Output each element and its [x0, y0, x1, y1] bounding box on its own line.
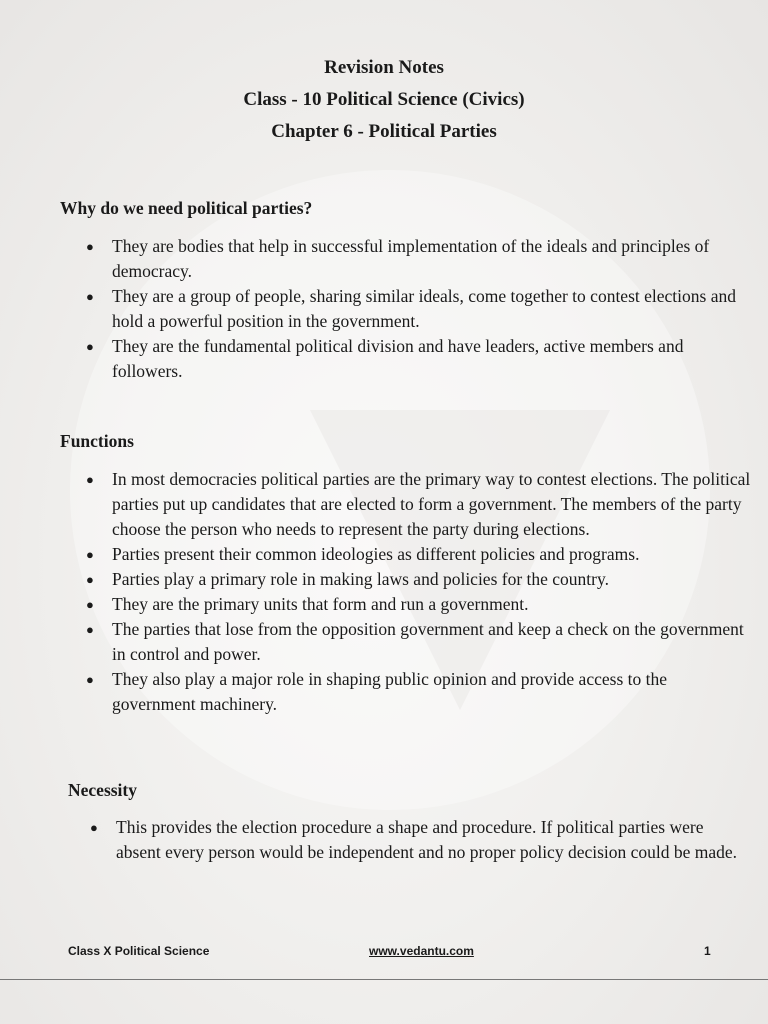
bullet-list-why	[82, 234, 754, 384]
page-number: 1	[704, 944, 711, 958]
list-item: ● They also play a major role in shaping public opinion and provide access to the government machinery.	[82, 667, 754, 717]
footer-divider	[0, 979, 768, 980]
footer-subject: Class X Political Science	[68, 944, 210, 958]
list-item: ● They are bodies that help in successful implementation of the ideals and principles of democracy.	[82, 234, 754, 284]
list-item: ● In most democracies political parties are the primary way to contest elections. The political parties put up candidates that are elected to form a government. The members of the party choose the person who needs to represent the party during elections.	[82, 467, 754, 542]
list-item: ● They are a group of people, sharing similar ideals, come together to contest elections and hold a powerful position in the government.	[82, 284, 754, 334]
class-subtitle: Class - 10 Political Science (Civics)	[243, 89, 525, 110]
document-header	[0, 52, 768, 148]
section-heading-necessity: Necessity	[68, 780, 138, 800]
document-title: Revision Notes	[324, 57, 444, 78]
list-item: ● Parties present their common ideologies as different policies and programs.	[82, 542, 754, 567]
section-heading-functions: Functions	[60, 431, 134, 451]
section-heading-why: Why do we need political parties?	[60, 198, 313, 218]
list-item: ● They are the primary units that form and run a government.	[82, 592, 754, 617]
footer-website-link[interactable]: www.vedantu.com	[369, 944, 474, 958]
bullet-list-necessity	[86, 815, 746, 865]
list-item: ● Parties play a primary role in making laws and policies for the country.	[82, 567, 754, 592]
list-item: ● They are the fundamental political division and have leaders, active members and followers.	[82, 334, 754, 384]
bullet-list-functions	[82, 467, 754, 717]
list-item: ● The parties that lose from the opposition government and keep a check on the government in control and power.	[82, 617, 754, 667]
chapter-subtitle: Chapter 6 - Political Parties	[271, 121, 497, 142]
list-item: ● This provides the election procedure a shape and procedure. If political parties were absent every person would be independent and no proper policy decision could be made.	[86, 815, 746, 865]
